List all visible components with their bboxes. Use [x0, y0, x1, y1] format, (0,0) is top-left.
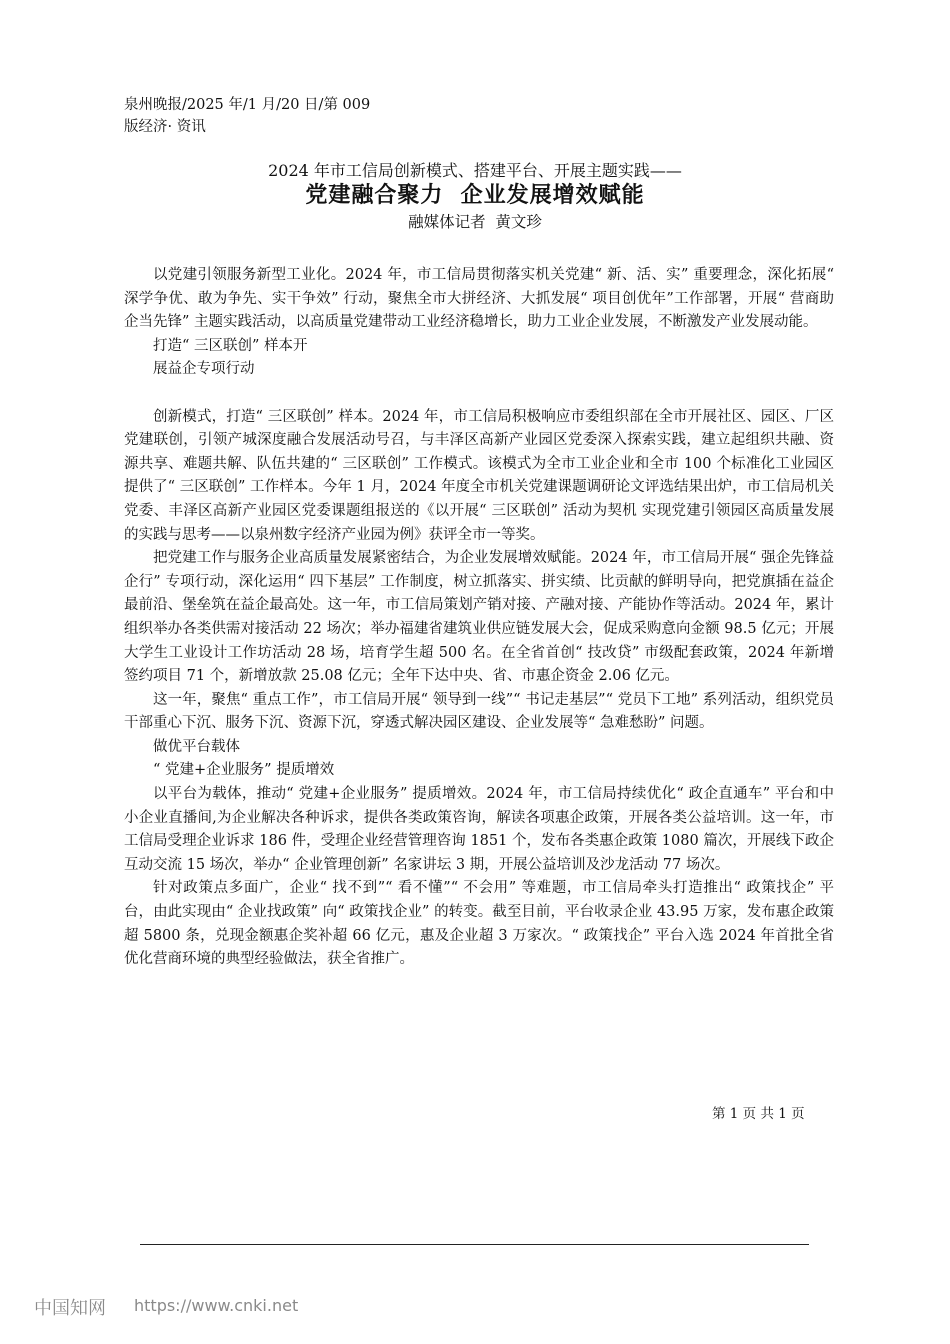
- intro-paragraph: 以党建引领服务新型工业化。2024 年，市工信局贯彻落实机关党建“ 新、活、实” 重要理念，深化拓展“ 深学争优、敢为争先、实干争效” 行动，聚焦全市大拼经济、大抓发展“ 项目创优年”工作部署，开展“ 营商助企当先锋” 主题实践活动，以高质量党建带动工业经济稳增长，助力工业企业发展，不断激发产业发展动能。: [124, 267, 834, 331]
- paragraph-4: 以平台为载体，推动“ 党建+企业服务” 提质增效。2024 年，市工信局持续优化“ 政企直通车” 平台和中小企业直播间,为企业解决各种诉求，提供各类政策咨询，解读各项惠企政策，开展各类公益培训。这一年，市工信局受理企业诉求 186 件，受理企业经营管理咨询 1851 个，发布各类惠企政策 1080 篇次，开展线下政企互动交流 15 场次，举办“ 企业管理创新” 名家讲坛 3 期，开展公益培训及沙龙活动 77 场次。: [124, 786, 834, 873]
- source-line-1: 泉州晚报/2025 年/1 月/20 日/第 009: [124, 97, 371, 113]
- headline: 党建融合聚力 企业发展增效赋能: [305, 183, 645, 208]
- source-info: [124, 94, 370, 138]
- paragraph-3: 这一年，聚焦“ 重点工作”，市工信局开展“ 领导到一线”“ 书记走基层”“ 党员下工地” 系列活动，组织党员干部重心下沉、服务下沉、资源下沉，穿透式解决园区建设、企业发展等“ 急难愁盼” 问题。: [124, 691, 834, 732]
- paragraph-5: 针对政策点多面广，企业“ 找不到”“ 看不懂”“ 不会用” 等难题，市工信局牵头打造推出“ 政策找企” 平台，由此实现由“ 企业找政策” 向“ 政策找企业” 的转变。截至目前，平台收录企业 43.95 万家，发布惠企政策超 5800 条，兑现金额惠企奖补超 66 亿元，惠及企业超 3 万家次。“ 政策找企” 平台入选 2024 年首批全省优化营商环境的典型经验做法，获全省推广。: [124, 880, 834, 968]
- cnki-logo: 中国知网: [34, 1298, 106, 1319]
- headline-block: [0, 160, 950, 234]
- subhead-2-line-2: “ 党建+企业服务” 提质增效: [153, 762, 335, 779]
- spacer: [124, 382, 834, 406]
- page-number: 第 1 页 共 1 页: [712, 1106, 805, 1122]
- article-body: [124, 264, 834, 972]
- footer-divider: [140, 1244, 809, 1245]
- paragraph-2: 把党建工作与服务企业高质量发展紧密结合，为企业发展增效赋能。2024 年，市工信局开展“ 强企先锋益企行” 专项行动，深化运用“ 四下基层” 工作制度，树立抓落实、拼实绩、比贡献的鲜明导向，把党旗插在益企最前沿、堡垒筑在益企最高处。这一年，市工信局策划产销对接、产融对接、产能协作等活动。2024 年，累计组织举办各类供需对接活动 22 场次；举办福建省建筑业供应链发展大会，促成采购意向金额 98.5 亿元；开展大学生工业设计工作坊活动 28 场，培育学生超 500 名。在全省首创“ 技改贷” 市级配套政策，2024 年新增签约项目 71 个，新增放款 25.08 亿元；全年下达中央、省、市惠企资金 2.06 亿元。: [124, 550, 834, 685]
- byline: 融媒体记者 黄文珍: [408, 213, 542, 231]
- subhead-1-line-1: 打造“ 三区联创” 样本开: [153, 337, 308, 354]
- source-line-2: 版经济· 资讯: [124, 119, 206, 135]
- subhead-2-line-1: 做优平台载体: [153, 738, 240, 755]
- subhead-1-line-2: 展益企专项行动: [153, 361, 255, 378]
- paragraph-1: 创新模式，打造“ 三区联创” 样本。2024 年，市工信局积极响应市委组织部在全市开展社区、园区、厂区党建联创，引领产城深度融合发展活动号召，与丰泽区高新产业园区党委深入探索实践，建立起组织共融、资源共享、难题共解、队伍共建的“ 三区联创” 工作模式。该模式为全市工业企业和全市 100 个标准化工业园区提供了“ 三区联创” 工作样本。今年 1 月，2024 年度全市机关党建课题调研论文评选结果出炉，市工信局机关党委、丰泽区高新产业园区党委课题组报送的《以开展“ 三区联创” 活动为契机 实现党建引领园区高质量发展的实践与思考——以泉州数字经济产业园为例》获评全市一等奖。: [124, 408, 834, 543]
- kicker: 2024 年市工信局创新模式、搭建平台、开展主题实践——: [268, 161, 682, 180]
- cnki-url-link[interactable]: https://www.cnki.net: [134, 1296, 299, 1315]
